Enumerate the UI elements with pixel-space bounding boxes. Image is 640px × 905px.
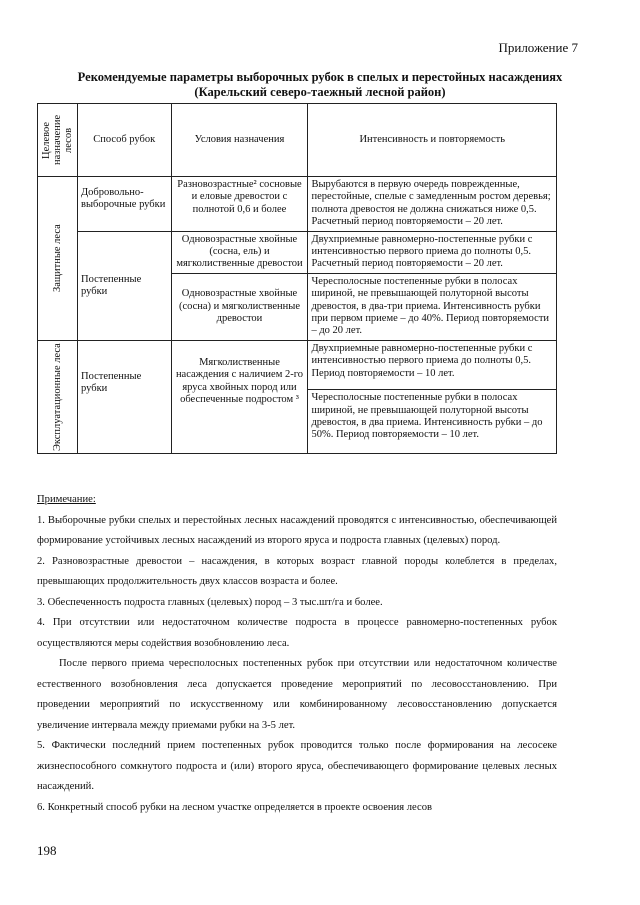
note-2: 2. Разновозрастные древостои – насаждения, в которых возраст главной породы колеблется в пределах, превышающих продолжительность двух классов возраста и более.: [37, 555, 557, 587]
note-6: 6. Конкретный способ рубки на лесном участке определяется в проекте освоения лесов: [37, 801, 433, 813]
notes-section: [37, 490, 557, 818]
document-title: [30, 70, 610, 100]
parameters-table: [37, 103, 557, 454]
table-row: [38, 177, 557, 232]
row2-conditions: Одновозрастные хвойные (сосна, ель) и мягколиственные древостои: [171, 231, 308, 273]
protective-forests-cell: Защитные леса: [38, 177, 78, 341]
row1-intensity: Вырубаются в первую очередь поврежденные, перестойные, спелые с замедленным ростом деревья; полнота древостоя не должна снижаться ниже 0,5. Расчетный период повторяемости – 20 лет.: [308, 177, 557, 232]
appendix-label: Приложение 7: [498, 40, 578, 55]
header-intensity: Интенсивность и повторяемость: [308, 104, 557, 177]
note-5: 5. Фактически последний прием постепенных рубок проводится только после формирования на лесосеке жизнеспособного сомкнутого подроста и (или) второго яруса, обеспечивающего формирование целевых лесных насаждений.: [37, 740, 557, 792]
row2-method: Постепенные рубки: [78, 231, 172, 340]
title-line-1: Рекомендуемые параметры выборочных рубок в спелых и перестойных насаждениях: [77, 70, 563, 84]
notes-header: Примечание:: [37, 494, 96, 505]
table-header-row: [38, 104, 557, 177]
row3-conditions: Одновозрастные хвойные (сосна) и мягколиственные древостои: [171, 273, 308, 340]
header-purpose: Целевое назначение лесов: [38, 104, 78, 177]
row1-method: Добровольно-выборочные рубки: [78, 177, 172, 232]
table-row: [38, 231, 557, 273]
exploitation-forests-cell: Эксплуатационные леса: [38, 340, 78, 453]
row4-method: Постепенные рубки: [78, 340, 172, 453]
note-4-continuation: После первого приема чересполосных постепенных рубок при отсутствии или недостаточном количестве естественного возобновления леса допускается проведение мероприятий по лесовосстановлению. При проведении мероприятий по искусственному или комбинированному лесовосстановлению допускается увеличение интервала между приемами рубки на 3-5 лет.: [37, 658, 557, 731]
row2-intensity: Двухприемные равномерно-постепенные рубки с интенсивностью первого приема до полноты 0,5. Расчетный период повторяемости – 20 лет.: [308, 231, 557, 273]
row3-intensity: Чересполосные постепенные рубки в полосах шириной, не превышающей полуторной высоты древостоя, в два-три приема. Интенсивность рубки при первом приеме – до 40%. Период повторяемости – до 20 лет.: [308, 273, 557, 340]
header-conditions: Условия назначения: [171, 104, 308, 177]
title-line-2: (Карельский северо-таежный лесной район): [194, 85, 446, 99]
page-number: 198: [37, 843, 57, 858]
note-1: 1. Выборочные рубки спелых и перестойных лесных насаждений проводятся с интенсивностью, обеспечивающей формирование устойчивых лесных насаждений из второго яруса и подроста главных (целевых) пород.: [37, 514, 557, 546]
row1-conditions: Разновозрастные² сосновые и еловые древостои с полнотой 0,6 и более: [171, 177, 308, 232]
row4-conditions: Мягколиственные насаждения с наличием 2-го яруса хвойных пород или обеспеченные подростом ³: [171, 340, 308, 453]
note-4: 4. При отсутствии или недостаточном количестве подроста в процессе равномерно-постепенных рубок осуществляются меры содействия возобновлению леса.: [37, 617, 557, 649]
note-3: 3. Обеспеченность подроста главных (целевых) пород – 3 тыс.шт/га и более.: [37, 596, 383, 608]
table-row: [38, 340, 557, 389]
row5-intensity: Чересполосные постепенные рубки в полосах шириной, не превышающей полуторной высоты древостоя, в два приема. Интенсивность рубки – до 50%. Период повторяемости – 10 лет.: [308, 390, 557, 454]
header-method: Способ рубок: [78, 104, 172, 177]
row4-intensity: Двухприемные равномерно-постепенные рубки с интенсивностью первого приема до полноты 0,5. Период повторяемости – 10 лет.: [308, 340, 557, 389]
